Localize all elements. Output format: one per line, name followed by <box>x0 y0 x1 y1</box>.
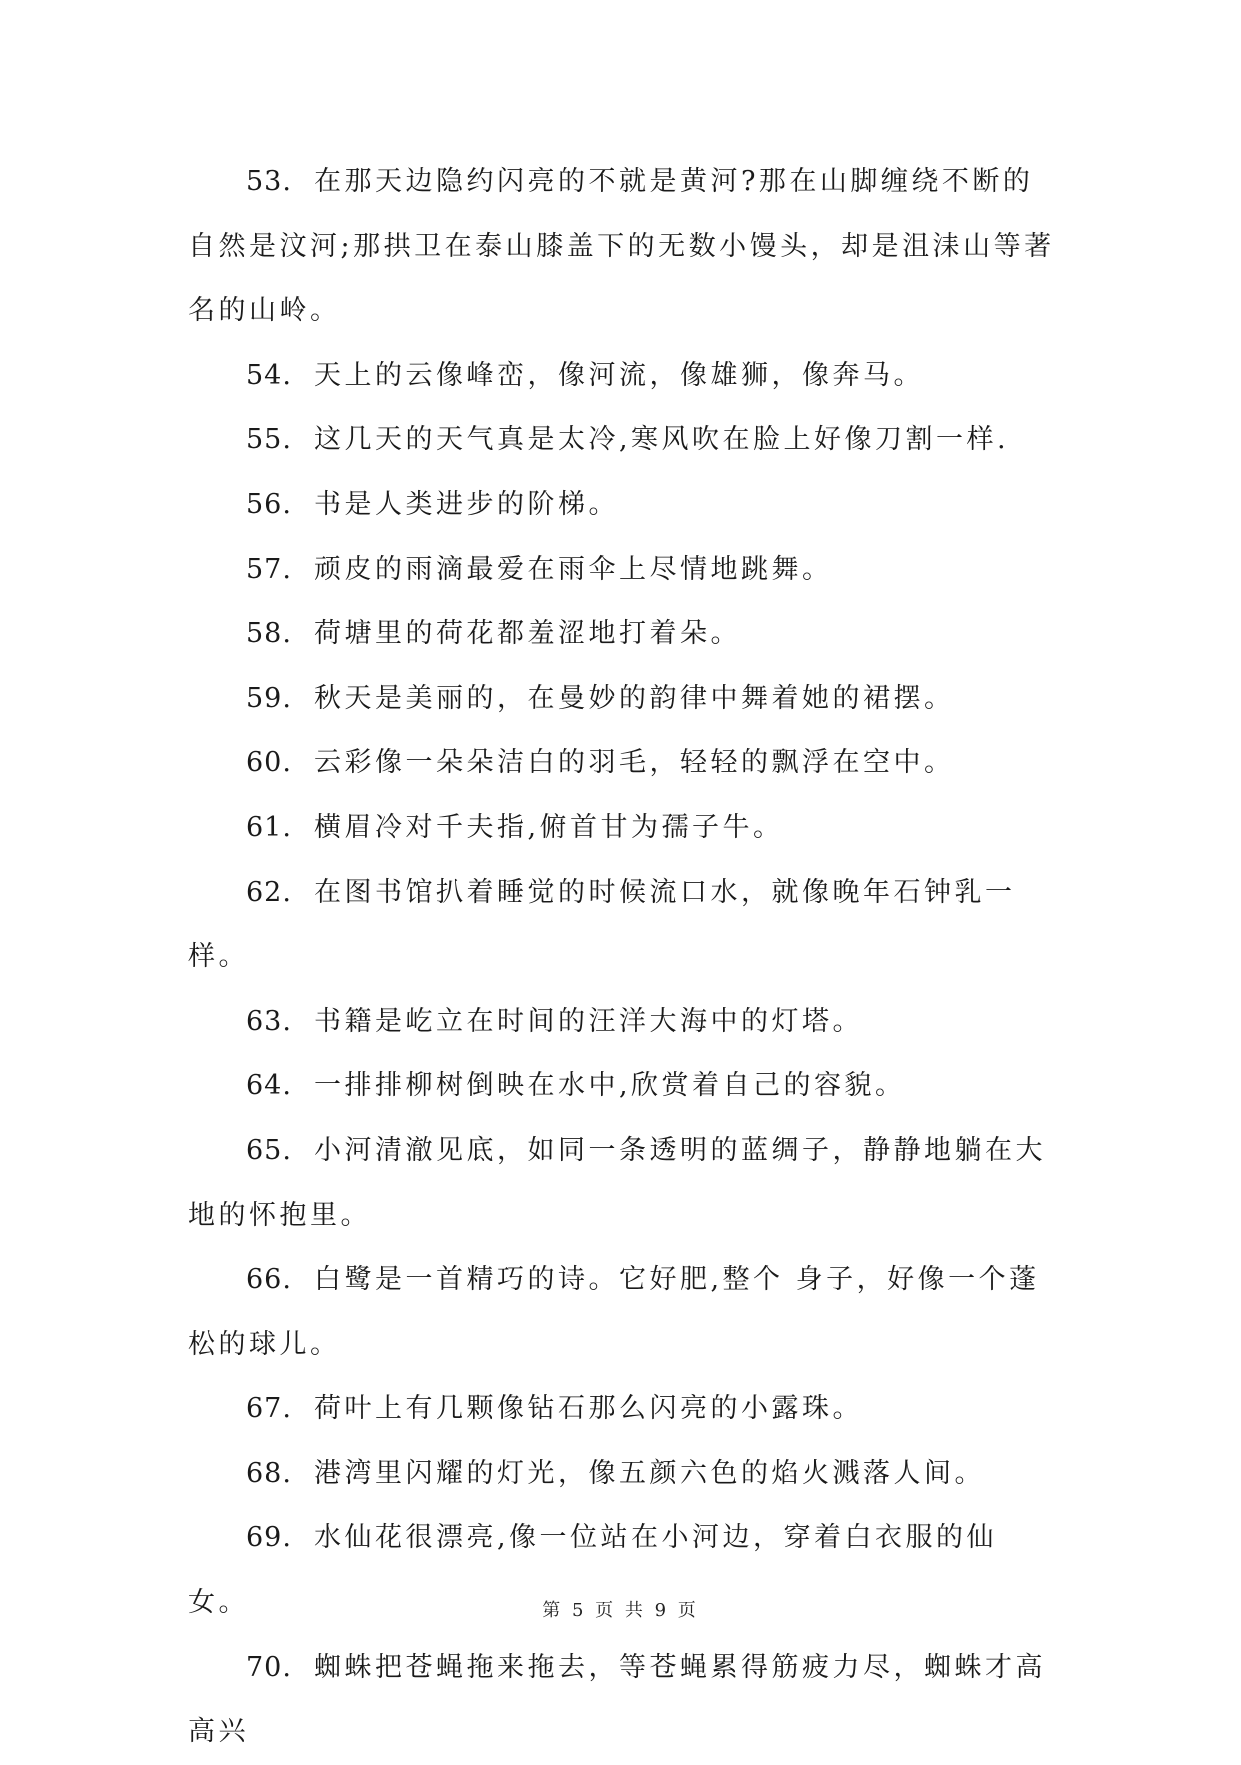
item-number: 59. <box>246 682 292 714</box>
item-text: 白鹭是一首精巧的诗。它好肥,整个 身子，好像一个蓬松的球儿。 <box>188 1264 1040 1360</box>
item-number: 65. <box>246 1134 292 1166</box>
item-number: 58. <box>246 618 292 650</box>
item-text: 顽皮的雨滴最爱在雨伞上尽情地跳舞。 <box>313 553 833 585</box>
list-item <box>188 1054 1058 1119</box>
item-text: 横眉冷对千夫指,俯首甘为孺子牛。 <box>313 811 784 843</box>
item-text: 书籍是屹立在时间的汪洋大海中的灯塔。 <box>313 1005 863 1037</box>
list-item <box>188 731 1058 796</box>
item-number: 54. <box>246 359 292 391</box>
item-text: 蜘蛛把苍蝇拖来拖去，等苍蝇累得筋疲力尽，蜘蛛才高高兴 <box>188 1651 1046 1748</box>
item-text: 天上的云像峰峦，像河流，像雄狮，像奔马。 <box>313 359 924 391</box>
list-item <box>188 1636 1058 1765</box>
item-text: 在图书馆扒着睡觉的时候流口水，就像晚年石钟乳一样。 <box>188 876 1016 973</box>
item-number: 67. <box>246 1393 292 1425</box>
item-number: 68. <box>246 1457 292 1489</box>
item-number: 60. <box>246 747 292 779</box>
item-number: 53. <box>246 166 292 197</box>
item-text: 港湾里闪耀的灯光，像五颜六色的焰火溅落人间。 <box>313 1457 985 1489</box>
item-text: 荷叶上有几颗像钻石那么闪亮的小露珠。 <box>313 1393 863 1425</box>
list-item <box>188 473 1058 538</box>
item-number: 55. <box>246 424 292 456</box>
sentence-list <box>188 150 1058 1765</box>
item-text: 云彩像一朵朵洁白的羽毛，轻轻的飘浮在空中。 <box>313 747 955 779</box>
list-item <box>188 796 1058 861</box>
list-item <box>188 344 1058 409</box>
page-footer: 第 5 页 共 9 页 <box>542 1600 699 1621</box>
list-item <box>188 1248 1058 1377</box>
item-number: 61. <box>246 811 292 843</box>
list-item <box>188 861 1058 990</box>
item-text: 水仙花很漂亮,像一位站在小河边，穿着白衣服的仙女。 <box>188 1522 998 1619</box>
item-text: 在那天边隐约闪亮的不就是黄河?那在山脚缠绕不断的自然是汶河;那拱卫在泰山膝盖下的无数小馒头，却是沮洡山等著名的山岭。 <box>188 166 1055 327</box>
list-item <box>188 1119 1058 1248</box>
list-item <box>188 1377 1058 1442</box>
list-item <box>188 667 1058 732</box>
item-number: 56. <box>246 488 292 520</box>
item-text: 荷塘里的荷花都羞涩地打着朵。 <box>313 618 741 650</box>
list-item <box>188 538 1058 603</box>
item-number: 57. <box>246 553 292 585</box>
item-number: 62. <box>246 876 292 908</box>
item-text: 一排排柳树倒映在水中,欣赏着自己的容貌。 <box>313 1070 906 1102</box>
item-text: 小河清澈见底，如同一条透明的蓝绸子，静静地躺在大地的怀抱里。 <box>188 1134 1046 1231</box>
item-number: 63. <box>246 1005 292 1037</box>
item-text: 这几天的天气真是太冷,寒风吹在脸上好像刀割一样. <box>313 424 1010 456</box>
item-text: 书是人类进步的阶梯。 <box>313 488 619 520</box>
item-number: 69. <box>246 1522 292 1554</box>
list-item <box>188 408 1058 473</box>
list-item <box>188 150 1058 344</box>
item-number: 66. <box>246 1264 292 1296</box>
item-number: 70. <box>246 1651 292 1683</box>
list-item <box>188 1442 1058 1507</box>
list-item <box>188 990 1058 1055</box>
item-number: 64. <box>246 1070 292 1102</box>
list-item <box>188 602 1058 667</box>
item-text: 秋天是美丽的，在曼妙的韵律中舞着她的裙摆。 <box>313 682 955 714</box>
